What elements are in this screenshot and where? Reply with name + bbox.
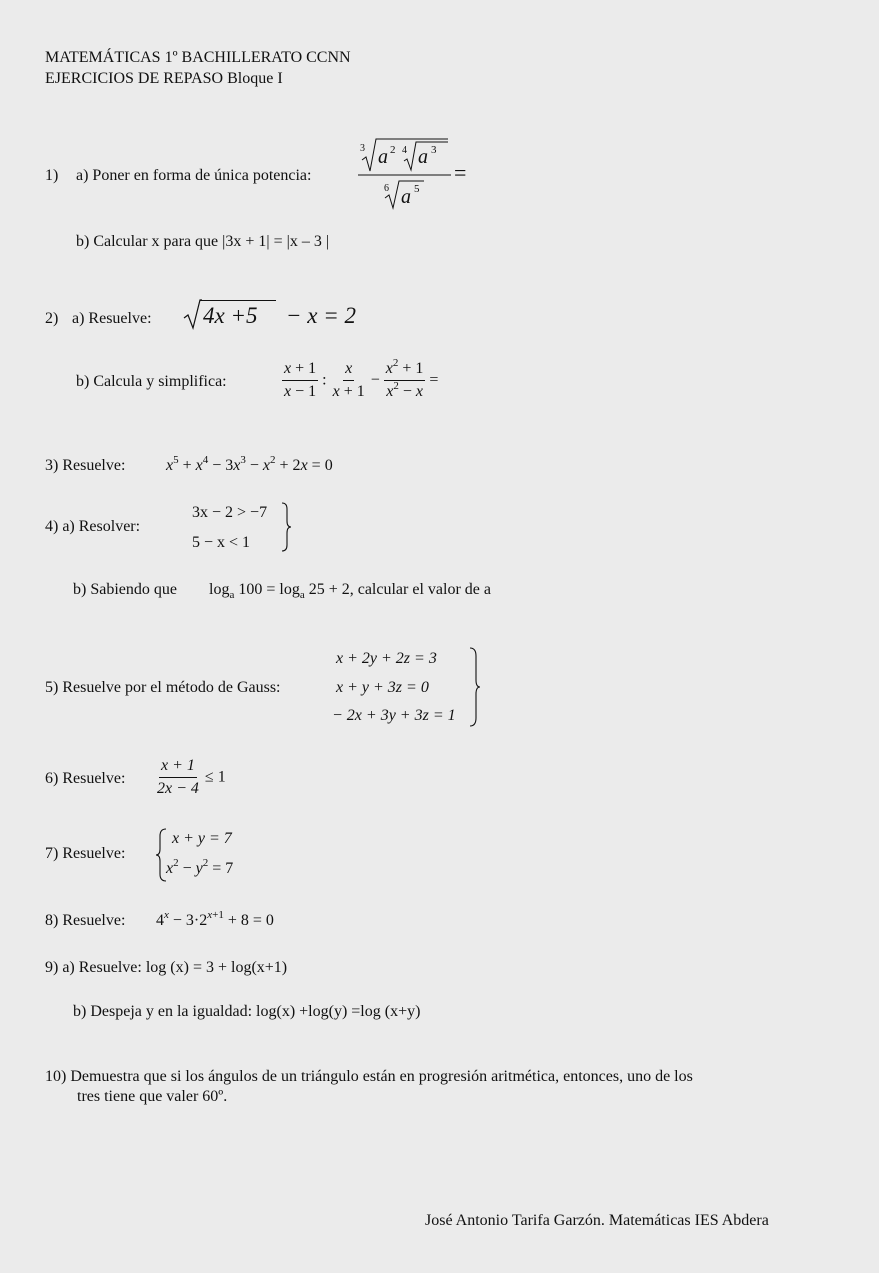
svg-text:2: 2 (390, 144, 396, 156)
svg-text:a: a (378, 146, 388, 168)
ex2a-sqrt-bar (200, 300, 276, 301)
ex2b-expression: $\frac{x + 1}{x - 1}$ : $\frac{x}{x + 1}$ − $\frac{x^2 + 1}{x^2 - x}$ = (284, 357, 439, 401)
ex1a-label: a) Poner en forma de única potencia: (76, 167, 312, 184)
ex5-label: 5) Resuelve por el método de Gauss: (45, 679, 281, 696)
ex1a-radical-fraction (356, 133, 481, 213)
header-subtitle: EJERCICIOS DE REPASO Bloque I (45, 70, 283, 87)
ex6-label: 6) Resuelve: (45, 770, 126, 787)
ex3-label: 3) Resuelve: (45, 457, 126, 474)
svg-text:3: 3 (431, 144, 437, 156)
ex2a-radicand: 4x +5 (203, 303, 258, 328)
ex4a-row1: 3x − 2 > −7 (192, 504, 268, 521)
ex2a-label: a) Resuelve: (72, 310, 152, 327)
ex7-row2: $x^2 - y^2 = 7$ (166, 857, 234, 877)
header-title: MATEMÁTICAS 1º BACHILLERATO CCNN (45, 49, 351, 66)
ex5-row2: x + y + 3z = 0 (336, 679, 429, 696)
svg-text:6: 6 (384, 183, 389, 194)
ex2a-sqrt-symbol (182, 298, 202, 330)
ex10-line2: tres tiene que valer 60º. (77, 1088, 228, 1105)
footer-author: José Antonio Tarifa Garzón. Matemáticas IES Abdera (425, 1212, 769, 1229)
ex3-equation: $x^5 + x^4 - 3x^3 - x^2 + 2x = 0$ (166, 454, 333, 474)
ex4a-right-brace (280, 501, 292, 553)
ex10-line1: 10) Demuestra que si los ángulos de un triángulo están en progresión aritmética, entonces, uno de los (45, 1068, 693, 1085)
ex5-row1: x + 2y + 2z = 3 (336, 650, 437, 667)
svg-text:4: 4 (402, 145, 407, 156)
ex4a-row2: 5 − x < 1 (192, 534, 251, 551)
ex1b-label: b) Calcular x para que |3x + 1| = |x – 3 | (76, 233, 330, 250)
ex2b-label: b) Calcula y simplifica: (76, 373, 227, 390)
ex2a-rest: − x = 2 (286, 303, 356, 328)
ex4b-label: b) Sabiendo que (73, 581, 177, 598)
ex7-label: 7) Resuelve: (45, 845, 126, 862)
svg-text:a: a (401, 186, 411, 208)
ex2-number: 2) (45, 310, 59, 327)
ex8-equation: $4^x - 3\cdot 2^{x+1} + 8 = 0$ (156, 909, 274, 929)
svg-text:=: = (454, 160, 467, 185)
svg-text:5: 5 (414, 183, 420, 195)
ex8-label: 8) Resuelve: (45, 912, 126, 929)
ex9a-label: 9) a) Resuelve: log (x) = 3 + log(x+1) (45, 959, 288, 976)
ex7-row1: x + y = 7 (172, 830, 232, 847)
svg-text:3: 3 (360, 143, 365, 154)
ex4a-label: 4) a) Resolver: (45, 518, 141, 535)
ex9b-label: b) Despeja y en la igualdad: log(x) +log(y) =log (x+y) (73, 1003, 421, 1020)
ex6-inequality: $\frac{x + 1}{2x - 4}$ ≤ 1 (157, 757, 226, 798)
svg-text:a: a (418, 146, 428, 168)
ex4b-expression: $\log_a 100 = \log_a 25 + 2$, calcular el valor de a (209, 581, 491, 602)
ex1-number: 1) (45, 167, 59, 184)
ex5-right-brace (468, 646, 482, 728)
ex5-row3: − 2x + 3y + 3z = 1 (332, 707, 456, 724)
